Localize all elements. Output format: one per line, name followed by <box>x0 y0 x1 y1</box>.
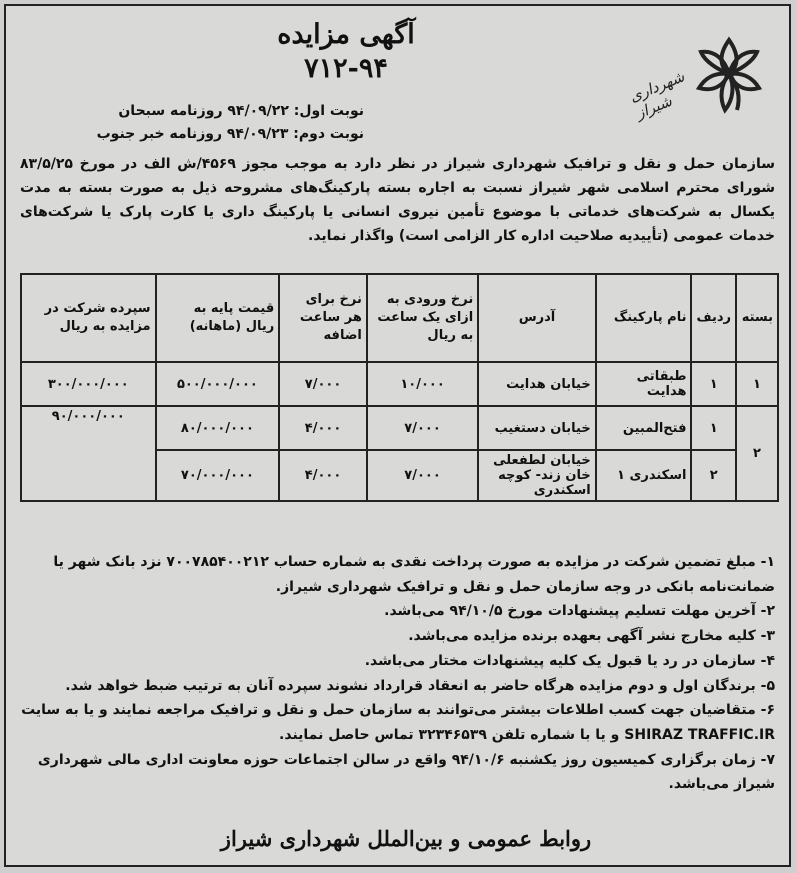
header-deposit: سپرده شرکت در مزایده به ریال <box>21 274 156 362</box>
table-row <box>21 362 778 406</box>
term-item: ۱- مبلغ تضمین شرکت در مزایده به صورت پرداخت نقدی به شماره حساب ۷۰۰۷۸۵۴۰۰۲۱۲ نزد بانک شهر یا ضمانت‌نامه بانکی در وجه سازمان حمل و نقل و ترافیک شهرداری شیراز. <box>53 554 775 595</box>
round-second: نوبت دوم: ۹۴/۰۹/۲۳ روزنامه خبر جنوب <box>96 126 364 142</box>
cell-row: ۱ <box>691 362 736 406</box>
terms-list <box>20 550 775 797</box>
header-package: بسته <box>736 274 778 362</box>
cell-extra-rate: ۴/۰۰۰ <box>279 450 367 501</box>
cell-address: خیابان لطفعلی خان زند- کوچه اسکندری <box>478 450 595 501</box>
cell-base-price: ۸۰/۰۰۰/۰۰۰ <box>156 406 280 450</box>
cell-deposit: ۹۰/۰۰۰/۰۰۰ <box>21 406 156 501</box>
cell-entry-rate: ۱۰/۰۰۰ <box>367 362 478 406</box>
parking-table <box>20 273 779 502</box>
logo-text: شهرداری شیراز <box>626 67 687 123</box>
header-base-price: قیمت پایه به ریال (ماهانه) <box>156 274 280 362</box>
flower-logo-icon <box>689 32 769 116</box>
header-extra-rate: نرخ برای هر ساعت اضافه <box>279 274 367 362</box>
cell-parking-name: فتح‌المبین <box>596 406 692 450</box>
header-entry-rate: نرخ ورودی به ازای یک ساعت به ریال <box>367 274 478 362</box>
header-row: ردیف <box>691 274 736 362</box>
cell-address: خیابان هدایت <box>478 362 595 406</box>
advertisement-page <box>4 4 791 867</box>
header-parking-name: نام پارکینگ <box>596 274 692 362</box>
cell-address: خیابان دستغیب <box>478 406 595 450</box>
cell-extra-rate: ۷/۰۰۰ <box>279 362 367 406</box>
term-item: ۲- آخرین مهلت تسلیم پیشنهادات مورخ ۹۴/۱۰/۵ می‌باشد. <box>384 603 775 620</box>
term-item: ۵- برندگان اول و دوم مزایده هرگاه حاضر به انعقاد قرارداد نشوند سپرده آنان به ترتیب ضبط خواهد شد. <box>65 677 775 694</box>
cell-package: ۲ <box>736 406 778 501</box>
cell-extra-rate: ۴/۰۰۰ <box>279 406 367 450</box>
round-first: نوبت اول: ۹۴/۰۹/۲۲ روزنامه سبحان <box>118 103 364 119</box>
cell-row: ۲ <box>691 450 736 501</box>
cell-entry-rate: ۷/۰۰۰ <box>367 406 478 450</box>
cell-entry-rate: ۷/۰۰۰ <box>367 450 478 501</box>
table-header-row <box>21 274 778 362</box>
cell-parking-name: اسکندری ۱ <box>596 450 692 501</box>
intro-paragraph: سازمان حمل و نقل و ترافیک شهرداری شیراز در نظر دارد به موجب مجوز ۴۵۶۹/ش الف در مورخ ۸۳/۵/۲۵ شورای محترم اسلامی شهر شیراز نسبت به اجاره بسته پارکینگ‌های مشروحه ذیل به صورت بسته به مدت یکسال به شرکت‌های خدماتی با موضوع تأمین نیروی انسانی یا پارکینگ داری یا کارت پارک یا شرکت‌های خدمات عمومی (تأییدیه صلاحیت اداره کار الزامی است) واگذار نماید. <box>20 156 775 244</box>
cell-base-price: ۵۰۰/۰۰۰/۰۰۰ <box>156 362 280 406</box>
term-item: ۴- سازمان در رد یا قبول یک کلیه پیشنهادات مختار می‌باشد. <box>364 652 775 669</box>
page-title: آگهی مزایده <box>277 19 415 50</box>
cell-package: ۱ <box>736 362 778 406</box>
term-item: ۶- متقاضیان جهت کسب اطلاعات بیشتر می‌توانند به سازمان حمل و نقل و ترافیک مراجعه نمایند و یا به سایت SHIRAZ TRAFFIC.IR و یا با شماره تلفن ۳۲۳۴۶۵۳۹ تماس حاصل نمایند. <box>21 702 775 743</box>
footer-signature: روابط عمومی و بین‌الملل شهرداری شیراز <box>220 826 592 851</box>
term-item: ۷- زمان برگزاری کمیسیون روز یکشنبه ۹۴/۱۰/۶ واقع در سالن اجتماعات حوزه معاونت اداری مالی شهرداری شیراز می‌باشد. <box>37 751 775 793</box>
header-address: آدرس <box>478 274 595 362</box>
cell-parking-name: طبقاتی هدایت <box>596 362 692 406</box>
cell-base-price: ۷۰/۰۰۰/۰۰۰ <box>156 450 280 501</box>
term-item: ۳- کلیه مخارج نشر آگهی بعهده برنده مزایده می‌باشد. <box>408 628 775 645</box>
auction-number: ۷۱۲-۹۴ <box>304 53 388 84</box>
cell-row: ۱ <box>691 406 736 450</box>
publication-rounds <box>4 100 364 146</box>
table-row <box>21 406 778 450</box>
cell-deposit: ۳۰۰/۰۰۰/۰۰۰ <box>21 362 156 406</box>
